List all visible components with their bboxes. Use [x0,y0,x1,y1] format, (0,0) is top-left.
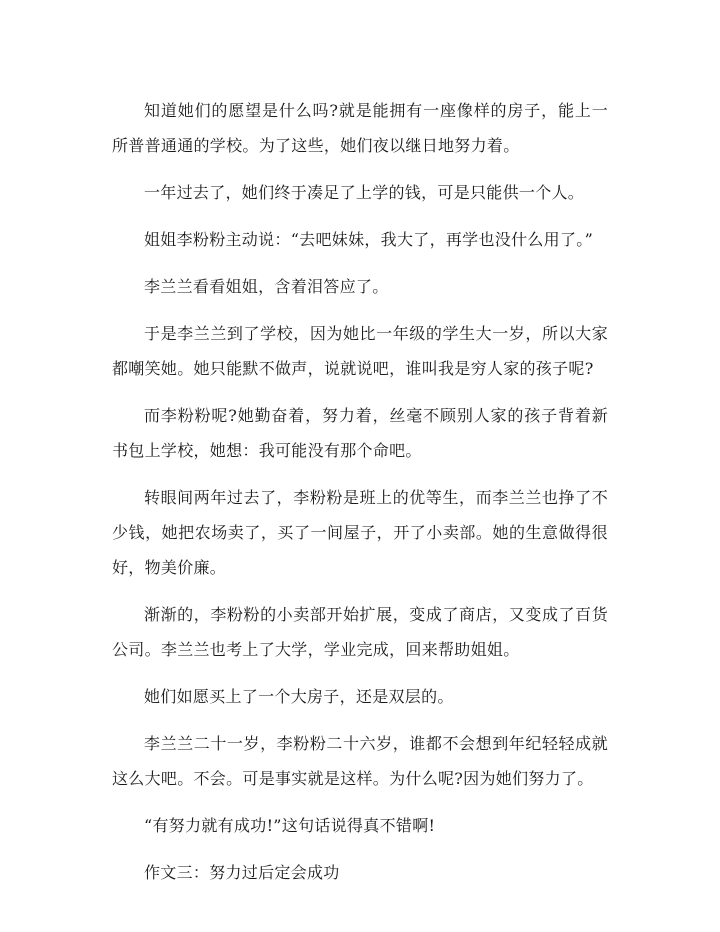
paragraph-9: 她们如愿买上了一个大房子，还是双层的。 [144,687,454,706]
paragraph-8: 渐渐的，李粉粉的小卖部开始扩展，变成了商店，又变成了百货公司。李兰兰也考上了大学，学业完成，回来帮助姐姐。 [112,605,608,659]
paragraph-11: “有努力就有成功!”这句话说得真不错啊! [144,816,436,835]
paragraph-3: 姐姐李粉粉主动说：“去吧妹妹，我大了，再学也没什么用了。” [144,230,594,249]
paragraph-10: 李兰兰二十一岁，李粉粉二十六岁，谁都不会想到年纪轻轻成就这么大吧。不会。可是事实就是这样。为什么呢?因为她们努力了。 [112,734,608,788]
paragraph-7: 转眼间两年过去了，李粉粉是班上的优等生，而李兰兰也挣了不少钱，她把农场卖了，买了一间屋子，开了小卖部。她的生意做得很好，物美价廉。 [112,488,608,577]
paragraph-5: 于是李兰兰到了学校，因为她比一年级的学生大一岁，所以大家都嘲笑她。她只能默不做声，说就说吧，谁叫我是穷人家的孩子呢? [112,324,608,378]
section-heading: 作文三：努力过后定会成功 [144,863,340,882]
paragraph-2: 一年过去了，她们终于凑足了上学的钱，可是只能供一个人。 [144,183,585,202]
paragraph-4: 李兰兰看看姐姐，含着泪答应了。 [144,277,389,296]
paragraph-6: 而李粉粉呢?她勤奋着，努力着，丝毫不顾别人家的孩子背着新书包上学校，她想：我可能没有那个命吧。 [112,406,608,460]
paragraph-1: 知道她们的愿望是什么吗?就是能拥有一座像样的房子，能上一所普普通通的学校。为了这些，她们夜以继日地努力着。 [112,101,608,155]
document-body [112,93,608,902]
